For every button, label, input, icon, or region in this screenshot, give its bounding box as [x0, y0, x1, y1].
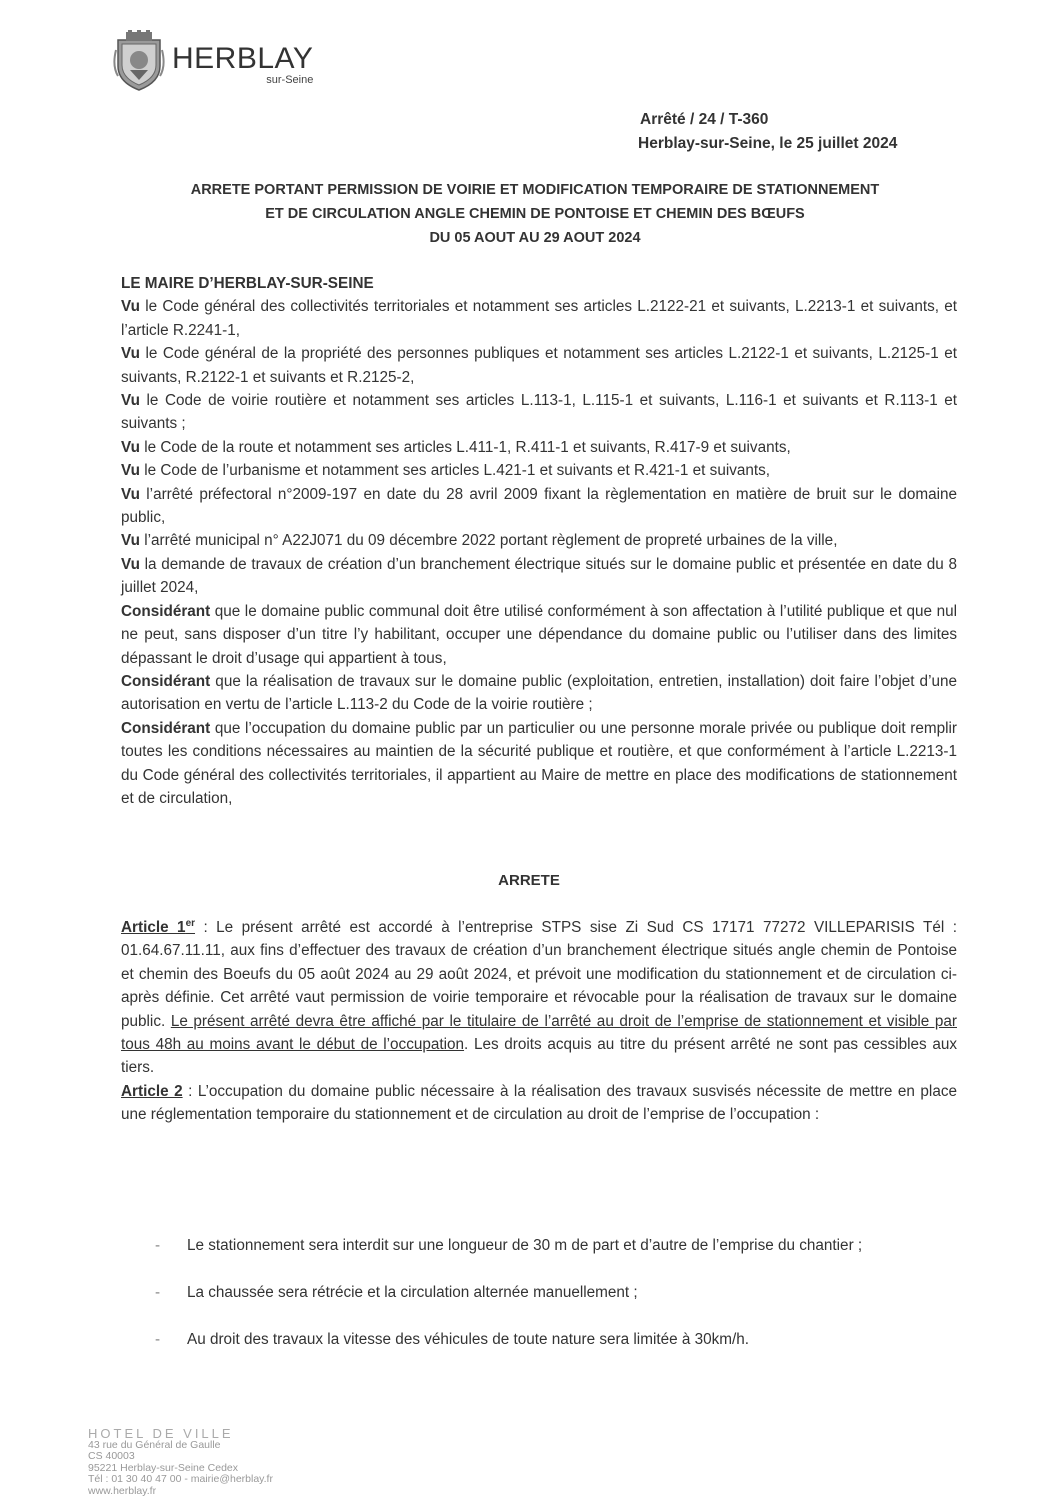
arrete-heading: ARRETE: [498, 872, 560, 889]
title-line-3: DU 05 AOUT AU 29 AOUT 2024: [429, 230, 641, 246]
bullet-dash: -: [155, 1331, 161, 1348]
preamble-item: Vu la demande de travaux de création d’un branchement électrique situés sur le domaine public et présentée en date du 8 juillet 2024,: [121, 555, 957, 597]
footer-street: 43 rue du Général de Gaulle: [88, 1438, 221, 1451]
preamble-item: Vu l’arrêté municipal n° A22J071 du 09 décembre 2022 portant règlement de propreté urbaines de la ville,: [121, 532, 838, 550]
article-1-label: Article 1er: [121, 917, 196, 936]
reference-number: Arrêté / 24 / T-360: [640, 111, 769, 128]
articles: [121, 916, 957, 1127]
footer-city: 95221 Herblay-sur-Seine Cedex: [88, 1461, 238, 1474]
measures-list: [155, 1228, 965, 1369]
list-item: - Au droit des travaux la vitesse des véhicules de toute nature sera limitée à 30km/h.: [155, 1322, 965, 1357]
preamble-item: Vu l’arrêté préfectoral n°2009-197 en date du 28 avril 2009 fixant la règlementation en matière de bruit sur le domaine public,: [121, 485, 957, 527]
article-1: Article 1er : Le présent arrêté est accordé à l’entreprise STPS sise Zi Sud CS 17171 77272 VILLEPARISIS Tél : 01.64.67.11.11, aux fins d’effectuer des travaux de création d’un branchement électrique situés angle chemin de Pontoise et chemin des Boeufs du 05 août 2024 au 29 août 2024, et prévoit une modification du stationnement et de circulation ci-après définie. Cet arrêté vaut permission de voirie temporaire et révocable pour la réalisation de travaux sur le domaine public. Le présent arrêté devra être affiché par le titulaire de l’arrêté au droit de l’emprise de stationnement et visible par tous 48h au moins avant le début de l’occupation. Les droits acquis au titre du présent arrêté ne sont pas cessibles aux tiers.: [121, 917, 957, 1077]
article-2: Article 2 : L’occupation du domaine public nécessaire à la réalisation des travaux susvisés nécessite de mettre en place une réglementation temporaire du stationnement et de circulation au droit de l’emprise de l’occupation :: [121, 1082, 957, 1124]
herblay-logo: [112, 30, 313, 92]
reference-block: [640, 108, 897, 156]
footer-contact: Tél : 01 30 40 47 00 - mairie@herblay.fr: [88, 1473, 273, 1485]
article-1-posting-notice: Le présent arrêté devra être affiché par le titulaire de l’arrêté au droit de l’emprise de stationnement et visible par tous 48h au moins avant le début de l’occupation: [121, 1012, 957, 1054]
preamble-item: Vu le Code de l’urbanisme et notamment ses articles L.421-1 et suivants et R.421-1 et suivants,: [121, 462, 771, 480]
preamble-item: Considérant que la réalisation de travaux sur le domaine public (exploitation, entretien, installation) doit faire l’objet d’une autorisation en vertu de l’article L.113-2 du Code de la voirie routière ;: [121, 672, 957, 714]
preamble-item: Considérant que l’occupation du domaine public par un particulier ou une personne morale privée ou publique doit remplir toutes les conditions nécessaires au maintien de la sécurité publique et routière, et que conformément à l’article L.2213-1 du Code général des collectivités territoriales, il appartient au Maire de mettre en place des modifications de stationnement et de circulation,: [121, 719, 957, 807]
preamble: [121, 272, 957, 810]
footer-title: HOTEL DE VILLE: [88, 1426, 234, 1441]
preamble-item: Vu le Code de la route et notamment ses articles L.411-1, R.411-1 et suivants, R.417-9 et suivants,: [121, 438, 791, 456]
footer-web: www.herblay.fr: [88, 1484, 157, 1497]
logo-name: HERBLAY: [172, 42, 314, 75]
preamble-item: Vu le Code général des collectivités territoriales et notamment ses articles L.2122-21 et suivants, L.2213-1 et suivants, et l’article R.2241-1,: [121, 298, 957, 339]
list-item: - Le stationnement sera interdit sur une longueur de 30 m de part et d’autre de l’emprise du chantier ;: [155, 1228, 965, 1263]
mayor-heading: LE MAIRE D’HERBLAY-SUR-SEINE: [121, 275, 374, 292]
article-2-label: Article 2: [121, 1082, 183, 1100]
logo-subtitle: sur-Seine: [266, 74, 314, 86]
footer-cs: CS 40003: [88, 1450, 135, 1462]
bullet-dash: -: [155, 1237, 161, 1254]
title-line-1: ARRETE PORTANT PERMISSION DE VOIRIE ET MODIFICATION TEMPORAIRE DE STATIONNEMENT: [190, 182, 880, 198]
document-title: [100, 178, 970, 250]
preamble-item: Vu le Code général de la propriété des personnes publiques et notamment ses articles L.2122-1 et suivants, L.2125-1 et suivants, R.2122-1 et suivants et R.2125-2,: [121, 345, 957, 386]
place-date: Herblay-sur-Seine, le 25 juillet 2024: [638, 135, 898, 152]
preamble-item: Considérant que le domaine public communal doit être utilisé conformément à son affectation à l’utilité publique et que nul ne peut, sans disposer d’un titre l’y habilitant, occuper une dépendance du domaine public ou l’utiliser dans des limites dépassant le droit d’usage qui appartient à tous,: [121, 602, 957, 667]
city-crest-icon: [112, 30, 166, 92]
bullet-dash: -: [155, 1284, 161, 1301]
preamble-item: Vu le Code de voirie routière et notamment ses articles L.113-1, L.115-1 et suivants, L.116-1 et suivants et R.113-1 et suivants ;: [121, 392, 957, 433]
title-line-2: ET DE CIRCULATION ANGLE CHEMIN DE PONTOISE ET CHEMIN DES BŒUFS: [265, 206, 805, 222]
footer-address: [88, 1428, 273, 1497]
list-item: - La chaussée sera rétrécie et la circulation alternée manuellement ;: [155, 1275, 965, 1310]
